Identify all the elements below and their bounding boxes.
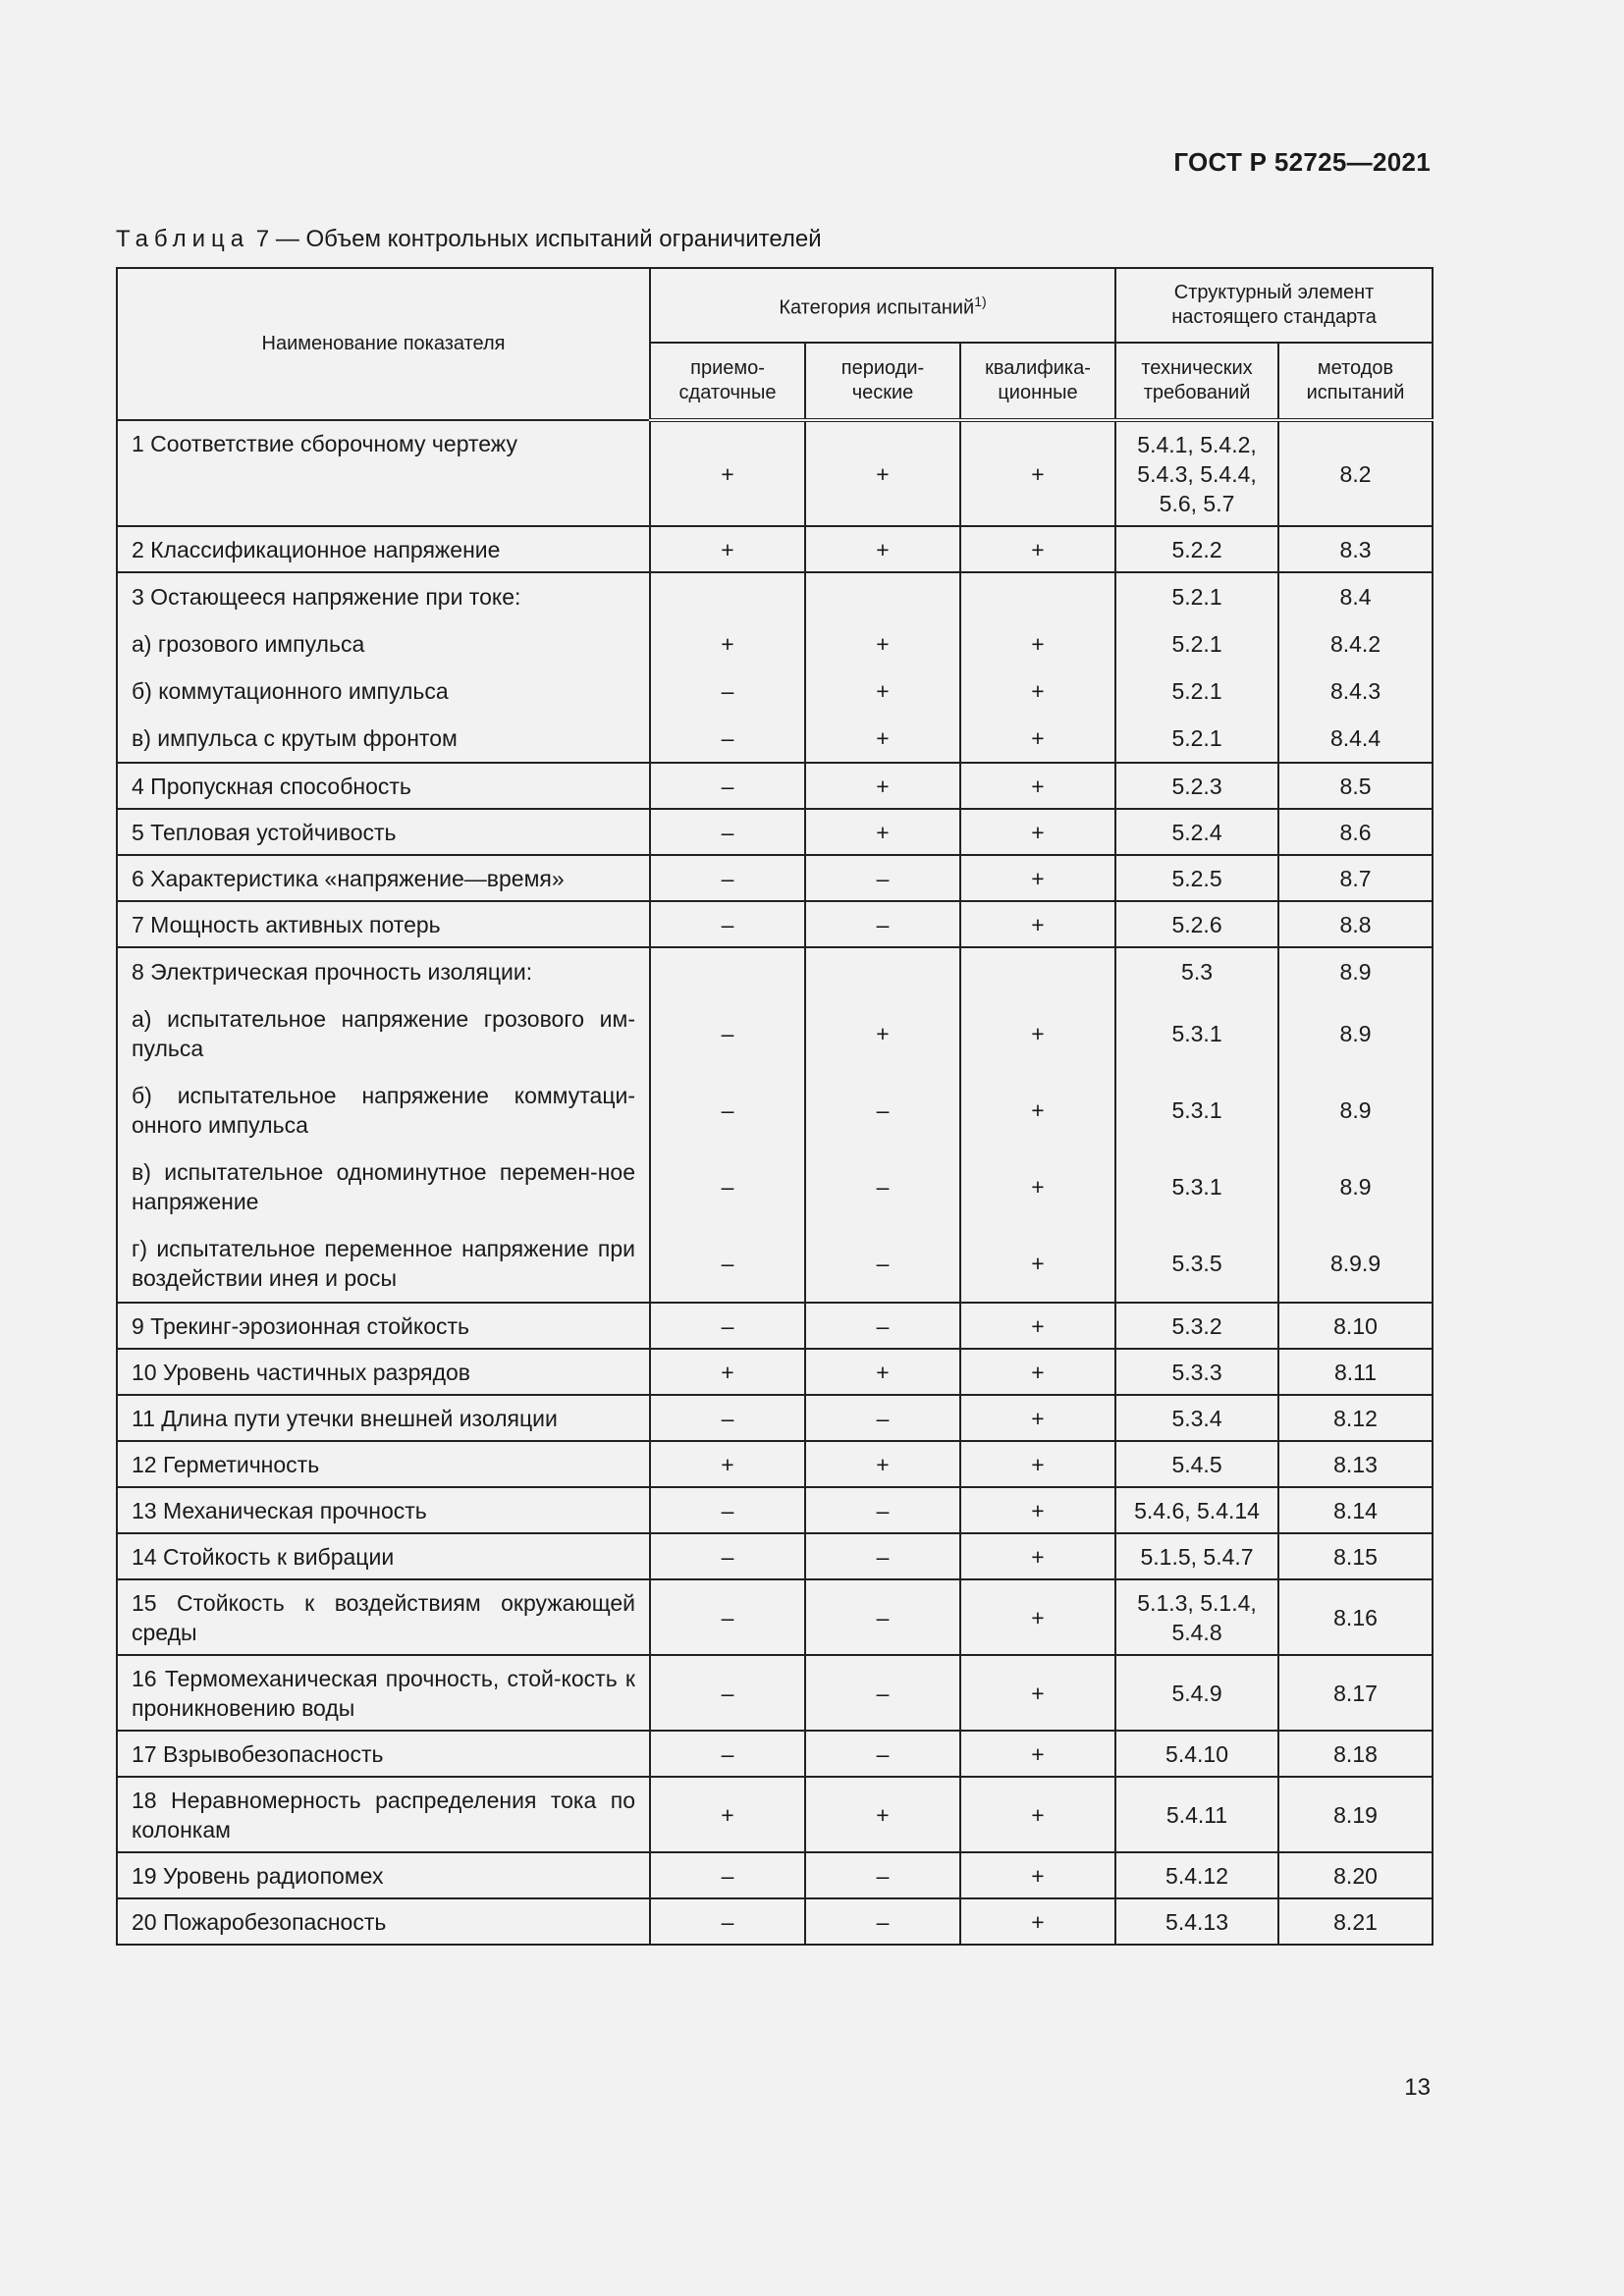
indicator-name-cell: 2 Классификационное напряжение <box>117 526 650 572</box>
test-method-cell: 8.9 <box>1278 995 1433 1072</box>
tech-requirement-cell: 5.2.6 <box>1115 901 1278 947</box>
caption-number: 7 <box>255 226 270 252</box>
acceptance-cell: – <box>650 995 805 1072</box>
qualification-cell: + <box>960 1349 1115 1395</box>
tech-requirement-cell: 5.3.3 <box>1115 1349 1278 1395</box>
test-method-cell: 8.8 <box>1278 901 1433 947</box>
qualification-cell: + <box>960 1579 1115 1655</box>
tech-requirement-cell: 5.3.1 <box>1115 995 1278 1072</box>
test-method-cell: 8.3 <box>1278 526 1433 572</box>
indicator-name-cell: 10 Уровень частичных разрядов <box>117 1349 650 1395</box>
acceptance-cell: – <box>650 809 805 855</box>
acceptance-cell: – <box>650 1148 805 1225</box>
caption-title: — Объем контрольных испытаний ограничителей <box>275 226 822 252</box>
tech-requirement-cell: 5.2.1 <box>1115 572 1278 620</box>
acceptance-cell: – <box>650 1731 805 1777</box>
test-method-cell: 8.4.4 <box>1278 715 1433 763</box>
periodic-cell: – <box>805 1487 960 1533</box>
table-body <box>117 420 1433 1945</box>
periodic-cell: + <box>805 763 960 809</box>
table-row <box>117 995 1433 1072</box>
periodic-cell: – <box>805 1533 960 1579</box>
table-row <box>117 947 1433 995</box>
qualification-cell: + <box>960 1777 1115 1852</box>
qualification-cell: + <box>960 1395 1115 1441</box>
header-tech-requirements: технических требований <box>1115 343 1278 420</box>
test-method-cell: 8.13 <box>1278 1441 1433 1487</box>
qualification-cell: + <box>960 1852 1115 1898</box>
table-row <box>117 763 1433 809</box>
table-row <box>117 1731 1433 1777</box>
qualification-cell: + <box>960 809 1115 855</box>
test-method-cell: 8.9.9 <box>1278 1225 1433 1303</box>
document-id: ГОСТ Р 52725—2021 <box>1173 147 1431 177</box>
acceptance-cell: – <box>650 763 805 809</box>
indicator-name-cell: 11 Длина пути утечки внешней изоляции <box>117 1395 650 1441</box>
acceptance-cell: + <box>650 1777 805 1852</box>
test-method-cell: 8.15 <box>1278 1533 1433 1579</box>
periodic-cell: – <box>805 1852 960 1898</box>
test-scope-table <box>116 267 1434 1946</box>
tech-requirement-cell: 5.1.5, 5.4.7 <box>1115 1533 1278 1579</box>
tech-requirement-cell: 5.4.10 <box>1115 1731 1278 1777</box>
test-method-cell: 8.11 <box>1278 1349 1433 1395</box>
periodic-cell: + <box>805 620 960 667</box>
test-method-cell: 8.5 <box>1278 763 1433 809</box>
indicator-name-cell: 18 Неравномерность распределения тока по колонкам <box>117 1777 650 1852</box>
tech-requirement-cell: 5.3.1 <box>1115 1148 1278 1225</box>
table-row <box>117 1655 1433 1731</box>
tech-requirement-cell: 5.3.1 <box>1115 1072 1278 1148</box>
indicator-name-cell: 19 Уровень радиопомех <box>117 1852 650 1898</box>
periodic-cell <box>805 572 960 620</box>
qualification-cell: + <box>960 1898 1115 1945</box>
qualification-cell: + <box>960 420 1115 526</box>
acceptance-cell: – <box>650 667 805 715</box>
table-row <box>117 1777 1433 1852</box>
table-row <box>117 620 1433 667</box>
test-method-cell: 8.9 <box>1278 1148 1433 1225</box>
qualification-cell: + <box>960 1731 1115 1777</box>
test-method-cell: 8.4 <box>1278 572 1433 620</box>
footnote-marker: 1) <box>974 294 987 310</box>
periodic-cell: + <box>805 526 960 572</box>
test-method-cell: 8.4.3 <box>1278 667 1433 715</box>
acceptance-cell: – <box>650 1533 805 1579</box>
indicator-name-cell: 16 Термомеханическая прочность, стой-кость к проникновению воды <box>117 1655 650 1731</box>
acceptance-cell: – <box>650 901 805 947</box>
periodic-cell: + <box>805 1777 960 1852</box>
table-row <box>117 715 1433 763</box>
indicator-name-cell: а) испытательное напряжение грозового им-пульса <box>117 995 650 1072</box>
indicator-name-cell: 5 Тепловая устойчивость <box>117 809 650 855</box>
test-method-cell: 8.12 <box>1278 1395 1433 1441</box>
tech-requirement-cell: 5.4.6, 5.4.14 <box>1115 1487 1278 1533</box>
indicator-name-cell: 6 Характеристика «напряжение—время» <box>117 855 650 901</box>
test-method-cell: 8.20 <box>1278 1852 1433 1898</box>
test-method-cell: 8.2 <box>1278 420 1433 526</box>
periodic-cell: + <box>805 667 960 715</box>
indicator-name-cell: б) испытательное напряжение коммутаци-онного импульса <box>117 1072 650 1148</box>
qualification-cell <box>960 947 1115 995</box>
acceptance-cell: + <box>650 1441 805 1487</box>
periodic-cell: + <box>805 1441 960 1487</box>
tech-requirement-cell: 5.2.4 <box>1115 809 1278 855</box>
qualification-cell: + <box>960 620 1115 667</box>
test-method-cell: 8.9 <box>1278 1072 1433 1148</box>
qualification-cell: + <box>960 1303 1115 1349</box>
periodic-cell: – <box>805 1731 960 1777</box>
qualification-cell <box>960 572 1115 620</box>
tech-requirement-cell: 5.2.2 <box>1115 526 1278 572</box>
qualification-cell: + <box>960 1533 1115 1579</box>
indicator-name-cell: 12 Герметичность <box>117 1441 650 1487</box>
periodic-cell: + <box>805 995 960 1072</box>
tech-requirement-cell: 5.2.1 <box>1115 620 1278 667</box>
acceptance-cell: + <box>650 620 805 667</box>
qualification-cell: + <box>960 1655 1115 1731</box>
periodic-cell: – <box>805 1225 960 1303</box>
test-method-cell: 8.18 <box>1278 1731 1433 1777</box>
indicator-name-cell: 15 Стойкость к воздействиям окружающей среды <box>117 1579 650 1655</box>
table-row <box>117 1579 1433 1655</box>
acceptance-cell: – <box>650 1303 805 1349</box>
periodic-cell: – <box>805 855 960 901</box>
test-method-cell: 8.7 <box>1278 855 1433 901</box>
indicator-name-cell: г) испытательное переменное напряжение при воздействии инея и росы <box>117 1225 650 1303</box>
indicator-name-cell: 14 Стойкость к вибрации <box>117 1533 650 1579</box>
table-row <box>117 572 1433 620</box>
indicator-name-cell: 7 Мощность активных потерь <box>117 901 650 947</box>
indicator-name-cell: 17 Взрывобезопасность <box>117 1731 650 1777</box>
table-row <box>117 1487 1433 1533</box>
periodic-cell: – <box>805 901 960 947</box>
tech-requirement-cell: 5.4.12 <box>1115 1852 1278 1898</box>
table-caption <box>116 226 822 253</box>
test-method-cell: 8.16 <box>1278 1579 1433 1655</box>
table-row <box>117 901 1433 947</box>
indicator-name-cell: 4 Пропускная способность <box>117 763 650 809</box>
indicator-name-cell: 20 Пожаробезопасность <box>117 1898 650 1945</box>
test-method-cell: 8.4.2 <box>1278 620 1433 667</box>
tech-requirement-cell: 5.4.11 <box>1115 1777 1278 1852</box>
tech-requirement-cell: 5.2.3 <box>1115 763 1278 809</box>
test-method-cell: 8.17 <box>1278 1655 1433 1731</box>
indicator-name-cell: 9 Трекинг-эрозионная стойкость <box>117 1303 650 1349</box>
periodic-cell: + <box>805 809 960 855</box>
qualification-cell: + <box>960 1072 1115 1148</box>
periodic-cell: – <box>805 1898 960 1945</box>
header-qualification: квалифика-ционные <box>960 343 1115 420</box>
tech-requirement-cell: 5.2.1 <box>1115 715 1278 763</box>
qualification-cell: + <box>960 763 1115 809</box>
tech-requirement-cell: 5.2.5 <box>1115 855 1278 901</box>
header-structural-element: Структурный элемент настоящего стандарта <box>1115 268 1433 343</box>
indicator-name-cell: в) испытательное одноминутное перемен-ное напряжение <box>117 1148 650 1225</box>
periodic-cell: – <box>805 1655 960 1731</box>
test-method-cell: 8.10 <box>1278 1303 1433 1349</box>
tech-requirement-cell: 5.4.9 <box>1115 1655 1278 1731</box>
table-row <box>117 1303 1433 1349</box>
table-row <box>117 855 1433 901</box>
acceptance-cell: + <box>650 420 805 526</box>
qualification-cell: + <box>960 855 1115 901</box>
table-row <box>117 1148 1433 1225</box>
acceptance-cell: – <box>650 1655 805 1731</box>
table-row <box>117 809 1433 855</box>
table-row <box>117 667 1433 715</box>
tech-requirement-cell: 5.2.1 <box>1115 667 1278 715</box>
header-test-category: Категория испытаний$^{1)}$ <box>650 268 1115 343</box>
page-number: 13 <box>1404 2074 1431 2101</box>
table-row <box>117 420 1433 526</box>
tech-requirement-cell: 5.4.13 <box>1115 1898 1278 1945</box>
acceptance-cell: – <box>650 1852 805 1898</box>
header-indicator-name: Наименование показателя <box>117 268 650 420</box>
indicator-name-cell: а) грозового импульса <box>117 620 650 667</box>
table-row <box>117 1441 1433 1487</box>
table-row <box>117 1072 1433 1148</box>
table-row <box>117 1349 1433 1395</box>
tech-requirement-cell: 5.3 <box>1115 947 1278 995</box>
table-row <box>117 1533 1433 1579</box>
acceptance-cell: – <box>650 1072 805 1148</box>
header-test-methods: методов испытаний <box>1278 343 1433 420</box>
periodic-cell: + <box>805 420 960 526</box>
periodic-cell: – <box>805 1395 960 1441</box>
acceptance-cell: + <box>650 526 805 572</box>
qualification-cell: + <box>960 1441 1115 1487</box>
periodic-cell: + <box>805 1349 960 1395</box>
indicator-name-cell: 1 Соответствие сборочному чертежу <box>117 420 650 526</box>
periodic-cell: – <box>805 1072 960 1148</box>
qualification-cell: + <box>960 995 1115 1072</box>
acceptance-cell <box>650 947 805 995</box>
tech-requirement-cell: 5.3.5 <box>1115 1225 1278 1303</box>
acceptance-cell: – <box>650 1487 805 1533</box>
indicator-name-cell: 3 Остающееся напряжение при токе: <box>117 572 650 620</box>
qualification-cell: + <box>960 1225 1115 1303</box>
acceptance-cell: – <box>650 1225 805 1303</box>
indicator-name-cell: в) импульса с крутым фронтом <box>117 715 650 763</box>
test-method-cell: 8.9 <box>1278 947 1433 995</box>
qualification-cell: + <box>960 715 1115 763</box>
table-row <box>117 1395 1433 1441</box>
indicator-name-cell: 8 Электрическая прочность изоляции: <box>117 947 650 995</box>
tech-requirement-cell: 5.3.2 <box>1115 1303 1278 1349</box>
periodic-cell: – <box>805 1579 960 1655</box>
test-method-cell: 8.19 <box>1278 1777 1433 1852</box>
test-method-cell: 8.6 <box>1278 809 1433 855</box>
periodic-cell <box>805 947 960 995</box>
tech-requirement-cell: 5.4.5 <box>1115 1441 1278 1487</box>
acceptance-cell: – <box>650 1579 805 1655</box>
indicator-name-cell: б) коммутационного импульса <box>117 667 650 715</box>
qualification-cell: + <box>960 526 1115 572</box>
table-row <box>117 1898 1433 1945</box>
qualification-cell: + <box>960 901 1115 947</box>
header-periodic: периоди-ческие <box>805 343 960 420</box>
acceptance-cell: – <box>650 715 805 763</box>
table-row <box>117 1225 1433 1303</box>
qualification-cell: + <box>960 1487 1115 1533</box>
acceptance-cell: – <box>650 1898 805 1945</box>
periodic-cell: – <box>805 1148 960 1225</box>
caption-label: Таблица <box>116 226 250 252</box>
tech-requirement-cell: 5.4.1, 5.4.2, 5.4.3, 5.4.4, 5.6, 5.7 <box>1115 420 1278 526</box>
acceptance-cell: – <box>650 1395 805 1441</box>
qualification-cell: + <box>960 667 1115 715</box>
test-method-cell: 8.14 <box>1278 1487 1433 1533</box>
qualification-cell: + <box>960 1148 1115 1225</box>
indicator-name-cell: 13 Механическая прочность <box>117 1487 650 1533</box>
test-method-cell: 8.21 <box>1278 1898 1433 1945</box>
table-row <box>117 1852 1433 1898</box>
tech-requirement-cell: 5.1.3, 5.1.4, 5.4.8 <box>1115 1579 1278 1655</box>
tech-requirement-cell: 5.3.4 <box>1115 1395 1278 1441</box>
periodic-cell: + <box>805 715 960 763</box>
header-acceptance: приемо-сдаточные <box>650 343 805 420</box>
periodic-cell: – <box>805 1303 960 1349</box>
acceptance-cell <box>650 572 805 620</box>
table-row <box>117 526 1433 572</box>
acceptance-cell: + <box>650 1349 805 1395</box>
acceptance-cell: – <box>650 855 805 901</box>
